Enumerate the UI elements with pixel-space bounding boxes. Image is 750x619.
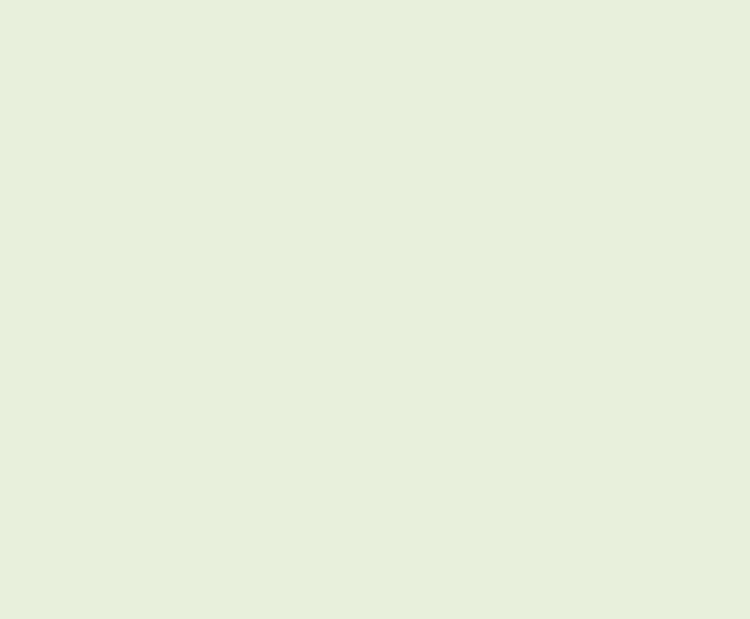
scorecard-group-bottom [0,314,750,618]
scorecard-group-top [0,2,750,306]
